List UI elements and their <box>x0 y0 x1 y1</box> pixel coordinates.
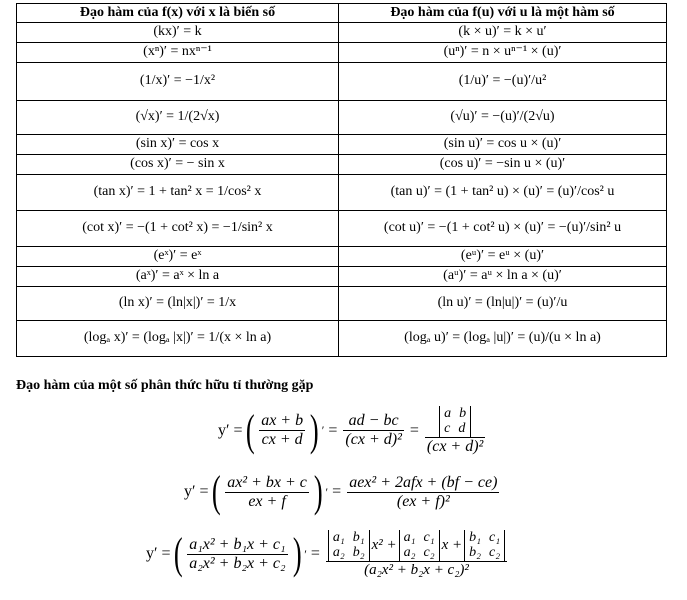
cell-u-derivative: (√u)′ = −(u)′/(2√u) <box>339 101 667 135</box>
formula-3-det-2: a₁ c₁ a₂ c₂ <box>399 530 440 561</box>
table-row <box>17 267 667 287</box>
table-row <box>17 155 667 175</box>
cell-u-derivative: (ln u)′ = (ln|u|)′ = (u)′/u <box>339 287 667 321</box>
cell-u-derivative: (eᵘ)′ = eᵘ × (u)′ <box>339 247 667 267</box>
cell-x-derivative: (ln x)′ = (ln|x|)′ = 1/x <box>17 287 339 321</box>
cell-x-derivative: (aˣ)′ = aˣ × ln a <box>17 267 339 287</box>
derivative-table <box>16 3 667 357</box>
formula-2: y′ = ( $\frac{\text{ax² + bx + c}}{ex + f}$ ) ′ = $\frac{\text{aex² + 2afx + (bf − ce)}}{\text{(ex + f)²}}$ <box>184 467 498 516</box>
table-row <box>17 247 667 267</box>
cell-u-derivative: (tan u)′ = (1 + tan² u) × (u)′ = (u)′/cos² u <box>339 175 667 211</box>
cell-x-derivative: (cot x)′ = −(1 + cot² x) = −1/sin² x <box>17 211 339 247</box>
table-row <box>17 175 667 211</box>
formula-1-mid-den: (cx + d)² <box>345 431 402 449</box>
cell-u-derivative: (k × u)′ = k × u′ <box>339 23 667 43</box>
cell-x-derivative: (kx)′ = k <box>17 23 339 43</box>
formula-1-lhs: y′ = <box>218 421 243 439</box>
cell-x-derivative: (sin x)′ = cos x <box>17 135 339 155</box>
formula-1-inner-num: ax + b <box>261 412 304 430</box>
formula-1-mid-num: ad − bc <box>343 412 403 431</box>
table-row <box>17 101 667 135</box>
formula-1-inner-den: cx + d <box>261 431 303 449</box>
table-row <box>17 135 667 155</box>
cell-u-derivative: (logₐ u)′ = (logₐ |u|)′ = (u)/(u × ln a) <box>339 321 667 357</box>
cell-x-derivative: (logₐ x)′ = (logₐ |x|)′ = 1/(x × ln a) <box>17 321 339 357</box>
formula-2-res-den: (ex + f)² <box>396 492 450 510</box>
cell-x-derivative: (cos x)′ = − sin x <box>17 155 339 175</box>
header-variable-x: Đạo hàm của f(x) với x là biến số <box>17 4 339 23</box>
formula-1-right-den: (cx + d)² <box>426 437 484 455</box>
cell-u-derivative: (cos u)′ = −sin u × (u)′ <box>339 155 667 175</box>
formula-3-inner-den: a₂x² + b₂x + c₂ <box>189 554 286 572</box>
formula-2-lhs: y′ = <box>184 483 209 500</box>
cell-u-derivative: (cot u)′ = −(1 + cot² u) × (u)′ = −(u)′/sin² u <box>339 211 667 247</box>
formula-3: y′ = ( $\frac{\text{a₁x² + b₁x + c₁}}{\text{a₂x² + b₂x + c₂}}$ ) ′ = a₁ b₁ a₂ b₂ x² + a₁ c₁ a₂ c₂ x + b₁ c₁ b₂ c₂ (a₂x² + b₂x + c₂)² <box>146 530 509 579</box>
cell-u-derivative: (1/u)′ = −(u)′/u² <box>339 63 667 101</box>
table-row <box>17 211 667 247</box>
cell-u-derivative: (sin u)′ = cos u × (u)′ <box>339 135 667 155</box>
formula-3-inner-num: a₁x² + b₁x + c₁ <box>189 535 286 553</box>
formula-1: y′ = ( $\frac{ax + b}{cx + d}$ ) ′ = $\frac{ad - bc}{\text{(cx + d)²}}$ = a b c d (cx + d)² <box>218 405 484 455</box>
table-row <box>17 43 667 63</box>
table-row <box>17 23 667 43</box>
section-title: Đạo hàm của một số phân thức hữu tỉ thường gặp <box>16 378 314 393</box>
cell-x-derivative: (eˣ)′ = eˣ <box>17 247 339 267</box>
formula-2-inner-num: ax² + bx + c <box>227 473 307 491</box>
cell-u-derivative: (aᵘ)′ = aᵘ × ln a × (u)′ <box>339 267 667 287</box>
cell-x-derivative: (√x)′ = 1/(2√x) <box>17 101 339 135</box>
table-row <box>17 287 667 321</box>
table-row <box>17 321 667 357</box>
cell-x-derivative: (1/x)′ = −1/x² <box>17 63 339 101</box>
table-body <box>17 23 667 357</box>
formula-2-res-num: aex² + 2afx + (bf − ce) <box>349 473 498 491</box>
formula-3-det-3: b₁ c₁ b₂ c₂ <box>464 530 505 561</box>
table-header-row <box>17 4 667 23</box>
formula-2-inner-den: ex + f <box>248 492 286 510</box>
table-row <box>17 63 667 101</box>
cell-u-derivative: (uⁿ)′ = n × uⁿ⁻¹ × (u)′ <box>339 43 667 63</box>
formula-3-det-1: a₁ b₁ a₂ b₂ <box>328 530 370 561</box>
formula-1-determinant: a b c d <box>439 406 471 437</box>
formula-3-res-den: (a₂x² + b₂x + c₂)² <box>364 561 469 578</box>
header-function-u: Đạo hàm của f(u) với u là một hàm số <box>339 4 667 23</box>
formula-3-lhs: y′ = <box>146 545 171 563</box>
cell-x-derivative: (xⁿ)′ = nxⁿ⁻¹ <box>17 43 339 63</box>
cell-x-derivative: (tan x)′ = 1 + tan² x = 1/cos² x <box>17 175 339 211</box>
